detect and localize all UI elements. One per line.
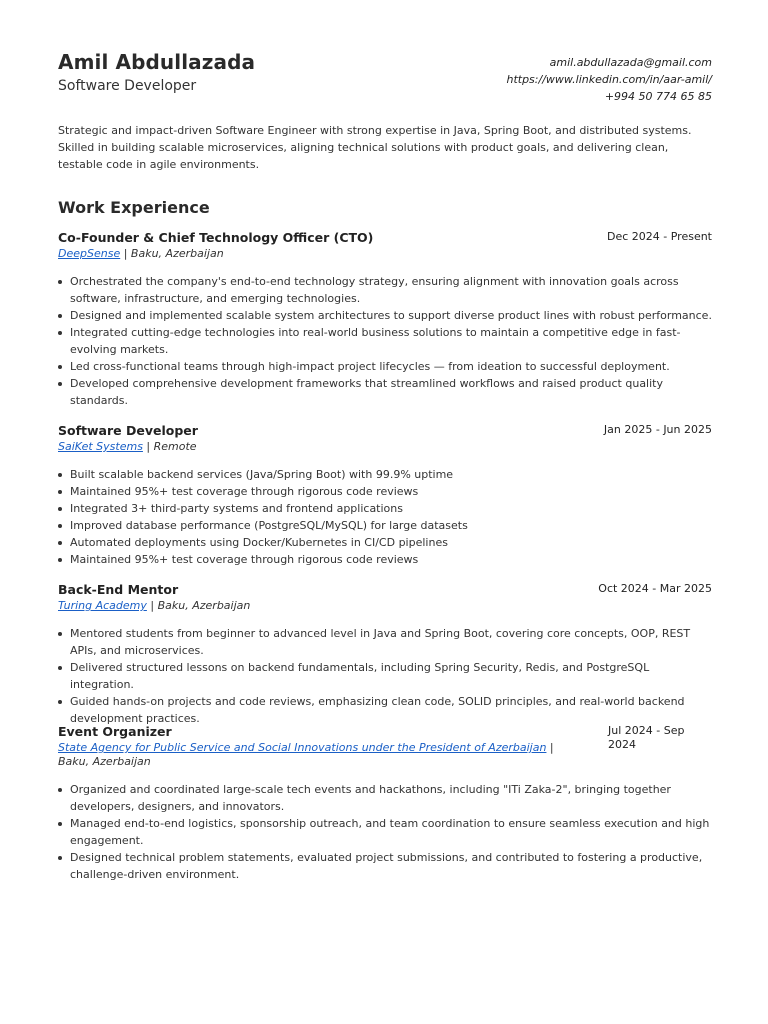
job-title: Software Developer xyxy=(58,423,198,438)
job-organization xyxy=(58,440,712,454)
resume-page xyxy=(58,50,712,881)
bullet-item: Guided hands-on projects and code reviews, emphasizing clean code, SOLID principles, and real-world backend development practices. xyxy=(58,693,712,727)
job-entry-backend-mentor xyxy=(58,582,712,727)
job-date: Dec 2024 - Present xyxy=(606,230,712,243)
organization-link[interactable]: State Agency for Public Service and Social Innovations under the President of Azerbaijan xyxy=(58,741,547,754)
job-bullets xyxy=(58,781,712,883)
bullet-item: Managed end-to-end logistics, sponsorship outreach, and team coordination to ensure seamless execution and high engagement. xyxy=(58,815,712,849)
job-date: Jan 2025 - Jun 2025 xyxy=(603,423,712,436)
job-entry-cto xyxy=(58,230,712,409)
job-organization xyxy=(58,599,712,613)
bullet-item: Delivered structured lessons on backend fundamentals, including Spring Security, Redis, and PostgreSQL integration. xyxy=(58,659,712,693)
bullet-item: Integrated 3+ third-party systems and frontend applications xyxy=(58,500,712,517)
bullet-item: Organized and coordinated large-scale tech events and hackathons, including "ITi Zaka-2", bringing together developers, designers, and innovators. xyxy=(58,781,712,815)
job-title: Event Organizer xyxy=(58,724,172,739)
job-organization xyxy=(58,741,568,769)
summary-paragraph: Strategic and impact-driven Software Engineer with strong expertise in Java, Spring Boot, and distributed systems. Skilled in building scalable microservices, aligning technical solutions with product goals, and delivering clean, testable code in agile environments. xyxy=(58,124,692,171)
bullet-item: Built scalable backend services (Java/Spring Boot) with 99.9% uptime xyxy=(58,466,712,483)
candidate-role: Software Developer xyxy=(58,78,197,94)
organization-link[interactable]: SaiKet Systems xyxy=(58,440,143,453)
job-location: | Remote xyxy=(142,440,197,453)
bullet-item: Integrated cutting-edge technologies into real-world business solutions to maintain a competitive edge in fast-evolving markets. xyxy=(58,324,712,358)
job-location: | Baku, Azerbaijan xyxy=(120,247,224,260)
work-experience-heading: Work Experience xyxy=(58,198,210,217)
bullet-item: Designed technical problem statements, evaluated project submissions, and contributed to fostering a productive, challenge-driven environment. xyxy=(58,849,712,883)
organization-link[interactable]: Turing Academy xyxy=(58,599,147,612)
bullet-item: Designed and implemented scalable system architectures to support diverse product lines with robust performance. xyxy=(58,307,712,324)
job-title: Back-End Mentor xyxy=(58,582,179,597)
resume-header xyxy=(58,50,712,110)
job-organization xyxy=(58,247,712,261)
contact-block xyxy=(506,54,712,105)
bullet-item: Led cross-functional teams through high-impact project lifecycles — from ideation to successful deployment. xyxy=(58,358,712,375)
bullet-item: Orchestrated the company's end-to-end technology strategy, ensuring alignment with innovation goals across software, infrastructure, and emerging technologies. xyxy=(58,273,712,307)
job-bullets xyxy=(58,466,712,568)
linkedin-text: https://www.linkedin.com/in/aar-amil/ xyxy=(506,73,712,86)
bullet-item: Developed comprehensive development frameworks that streamlined workflows and raised product quality standards. xyxy=(58,375,712,409)
job-bullets xyxy=(58,625,712,727)
job-location: | Baku, Azerbaijan xyxy=(58,741,554,768)
bullet-item: Mentored students from beginner to advanced level in Java and Spring Boot, covering core concepts, OOP, REST APIs, and microservices. xyxy=(58,625,712,659)
job-title: Co-Founder & Chief Technology Officer (CTO) xyxy=(58,230,374,245)
phone-text: +994 50 774 65 85 xyxy=(604,90,712,103)
bullet-item: Maintained 95%+ test coverage through rigorous code reviews xyxy=(58,483,712,500)
email-text: amil.abdullazada@gmail.com xyxy=(549,56,712,69)
bullet-item: Maintained 95%+ test coverage through rigorous code reviews xyxy=(58,551,712,568)
job-date: Jul 2024 - Sep 2024 xyxy=(608,724,685,751)
job-entry-event-organizer xyxy=(58,724,712,883)
bullet-item: Automated deployments using Docker/Kubernetes in CI/CD pipelines xyxy=(58,534,712,551)
job-entry-software-developer xyxy=(58,423,712,568)
job-location: | Baku, Azerbaijan xyxy=(146,599,251,612)
job-bullets xyxy=(58,273,712,409)
candidate-name: Amil Abdullazada xyxy=(58,50,256,74)
bullet-item: Improved database performance (PostgreSQL/MySQL) for large datasets xyxy=(58,517,712,534)
organization-link[interactable]: DeepSense xyxy=(58,247,121,260)
job-date: Oct 2024 - Mar 2025 xyxy=(598,582,712,595)
